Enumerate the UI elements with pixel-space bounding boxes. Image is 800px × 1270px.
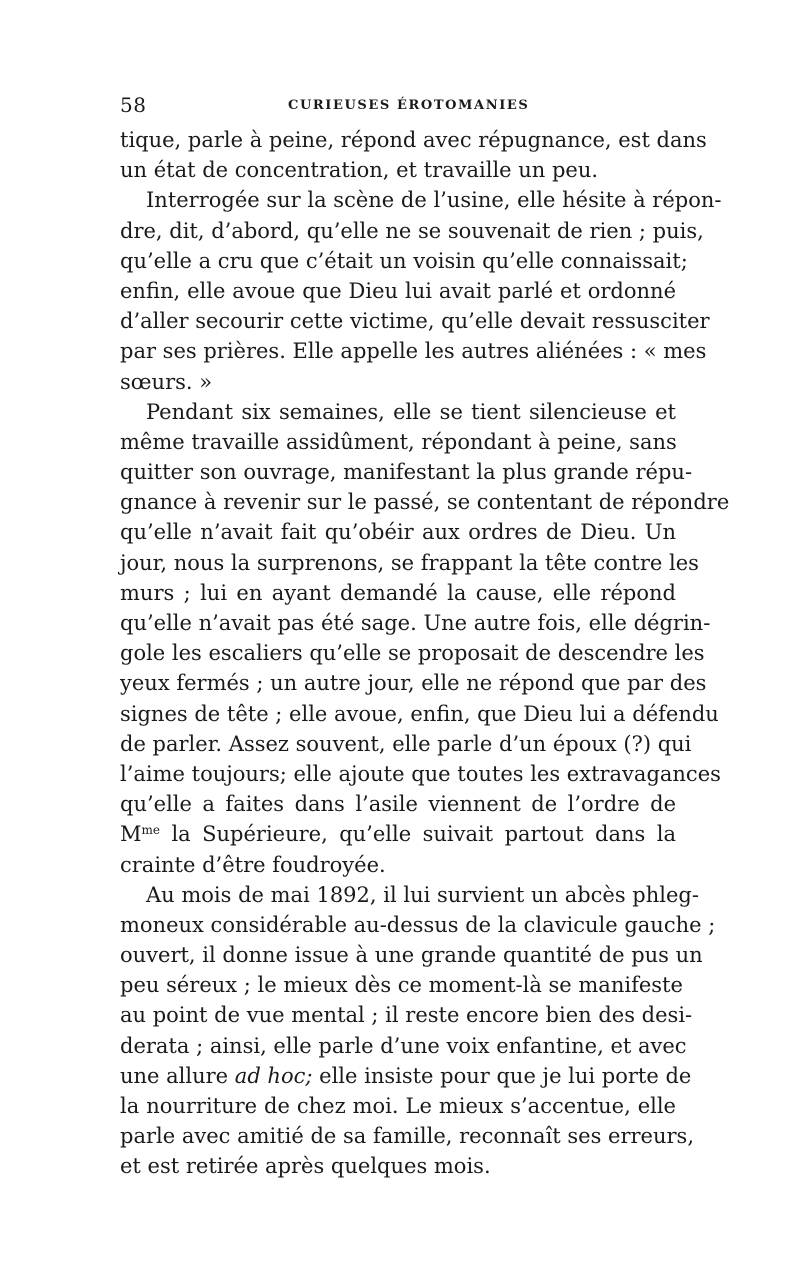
text-line: jour, nous la surprenons, se frappant la tête contre les: [120, 550, 699, 575]
text-line: sœurs. »: [120, 369, 213, 394]
text-line: qu’elle a cru que c’était un voisin qu’elle connaissait;: [120, 248, 688, 273]
italic-phrase: ad hoc;: [234, 1063, 313, 1088]
text-line: gole les escaliers qu’elle se proposait de descendre les: [120, 641, 705, 666]
text-line: peu séreux ; le mieux dès ce moment-là se manifeste: [120, 973, 683, 998]
text-line: même travaille assidûment, répondant à peine, sans: [120, 429, 677, 454]
text-line: et est retirée après quelques mois.: [120, 1154, 491, 1179]
running-title: CURIEUSES ÉROTOMANIES: [288, 98, 530, 113]
text-line: crainte d’être foudroyée.: [120, 852, 386, 877]
page-number: 58: [120, 93, 147, 117]
text-line: tique, parle à peine, répond avec répugnance, est dans: [120, 128, 707, 152]
text-line: murs ; lui en ayant demandé la cause, elle répond: [120, 580, 676, 605]
text-line: signes de tête ; elle avoue, enfin, que Dieu lui a défendu: [120, 701, 719, 726]
text-line: la nourriture de chez moi. Le mieux s’accentue, elle: [120, 1094, 676, 1118]
paragraph-start-line: Pendant six semaines, elle se tient silencieuse et: [146, 399, 676, 424]
text-line: au point de vue mental ; il reste encore bien des desi-: [120, 1003, 693, 1028]
text-line: parle avec amitié de sa famille, reconnaît ses erreurs,: [120, 1124, 695, 1149]
text-line: ouvert, il donne issue à une grande quantité de pus un: [120, 943, 703, 968]
text-line: dre, dit, d’abord, qu’elle ne se souvenait de rien ; puis,: [120, 218, 704, 243]
text-line: de parler. Assez souvent, elle parle d’un époux (?) qui: [120, 731, 692, 756]
paragraph-start-line: Au mois de mai 1892, il lui survient un abcès phleg-: [146, 882, 699, 907]
text-line: un état de concentration, et travaille un peu.: [120, 158, 599, 183]
text-line: enfin, elle avoue que Dieu lui avait parlé et ordonné: [120, 278, 676, 303]
text-line: yeux fermés ; un autre jour, elle ne répond que par des: [120, 671, 707, 696]
text-line: derata ; ainsi, elle parle d’une voix enfantine, et avec: [120, 1033, 687, 1058]
text-line: par ses prières. Elle appelle les autres aliénées : « mes: [120, 339, 707, 364]
text-line: qu’elle n’avait fait qu’obéir aux ordres de Dieu. Un: [120, 520, 676, 545]
text-line: qu’elle a faites dans l’asile viennent de l’ordre de: [120, 792, 676, 817]
running-head: [120, 94, 680, 118]
text-line: l’aime toujours; elle ajoute que toutes les extravagances: [120, 761, 721, 786]
text-line: moneux considérable au-dessus de la clavicule gauche ;: [120, 912, 716, 937]
text-line: d’aller secourir cette victime, qu’elle devait ressusciter: [120, 309, 710, 334]
text-line: quitter son ouvrage, manifestant la plus grande répu-: [120, 460, 693, 485]
text-line: gnance à revenir sur le passé, se contentant de répondre: [120, 490, 730, 515]
text-line: qu’elle n’avait pas été sage. Une autre fois, elle dégrin-: [120, 611, 711, 635]
text-line-with-abbreviation: $M^{me}$ la Supérieure, qu’elle suivait partout dans la: [120, 822, 676, 847]
text-line-with-italic: une allure ad hoc; elle insiste pour que je lui porte de: [120, 1063, 692, 1088]
body-text: [120, 125, 730, 1182]
abbreviation-madame: $M^{me}$: [120, 822, 160, 847]
paragraph-start-line: Interrogée sur la scène de l’usine, elle hésite à répon-: [146, 188, 722, 213]
